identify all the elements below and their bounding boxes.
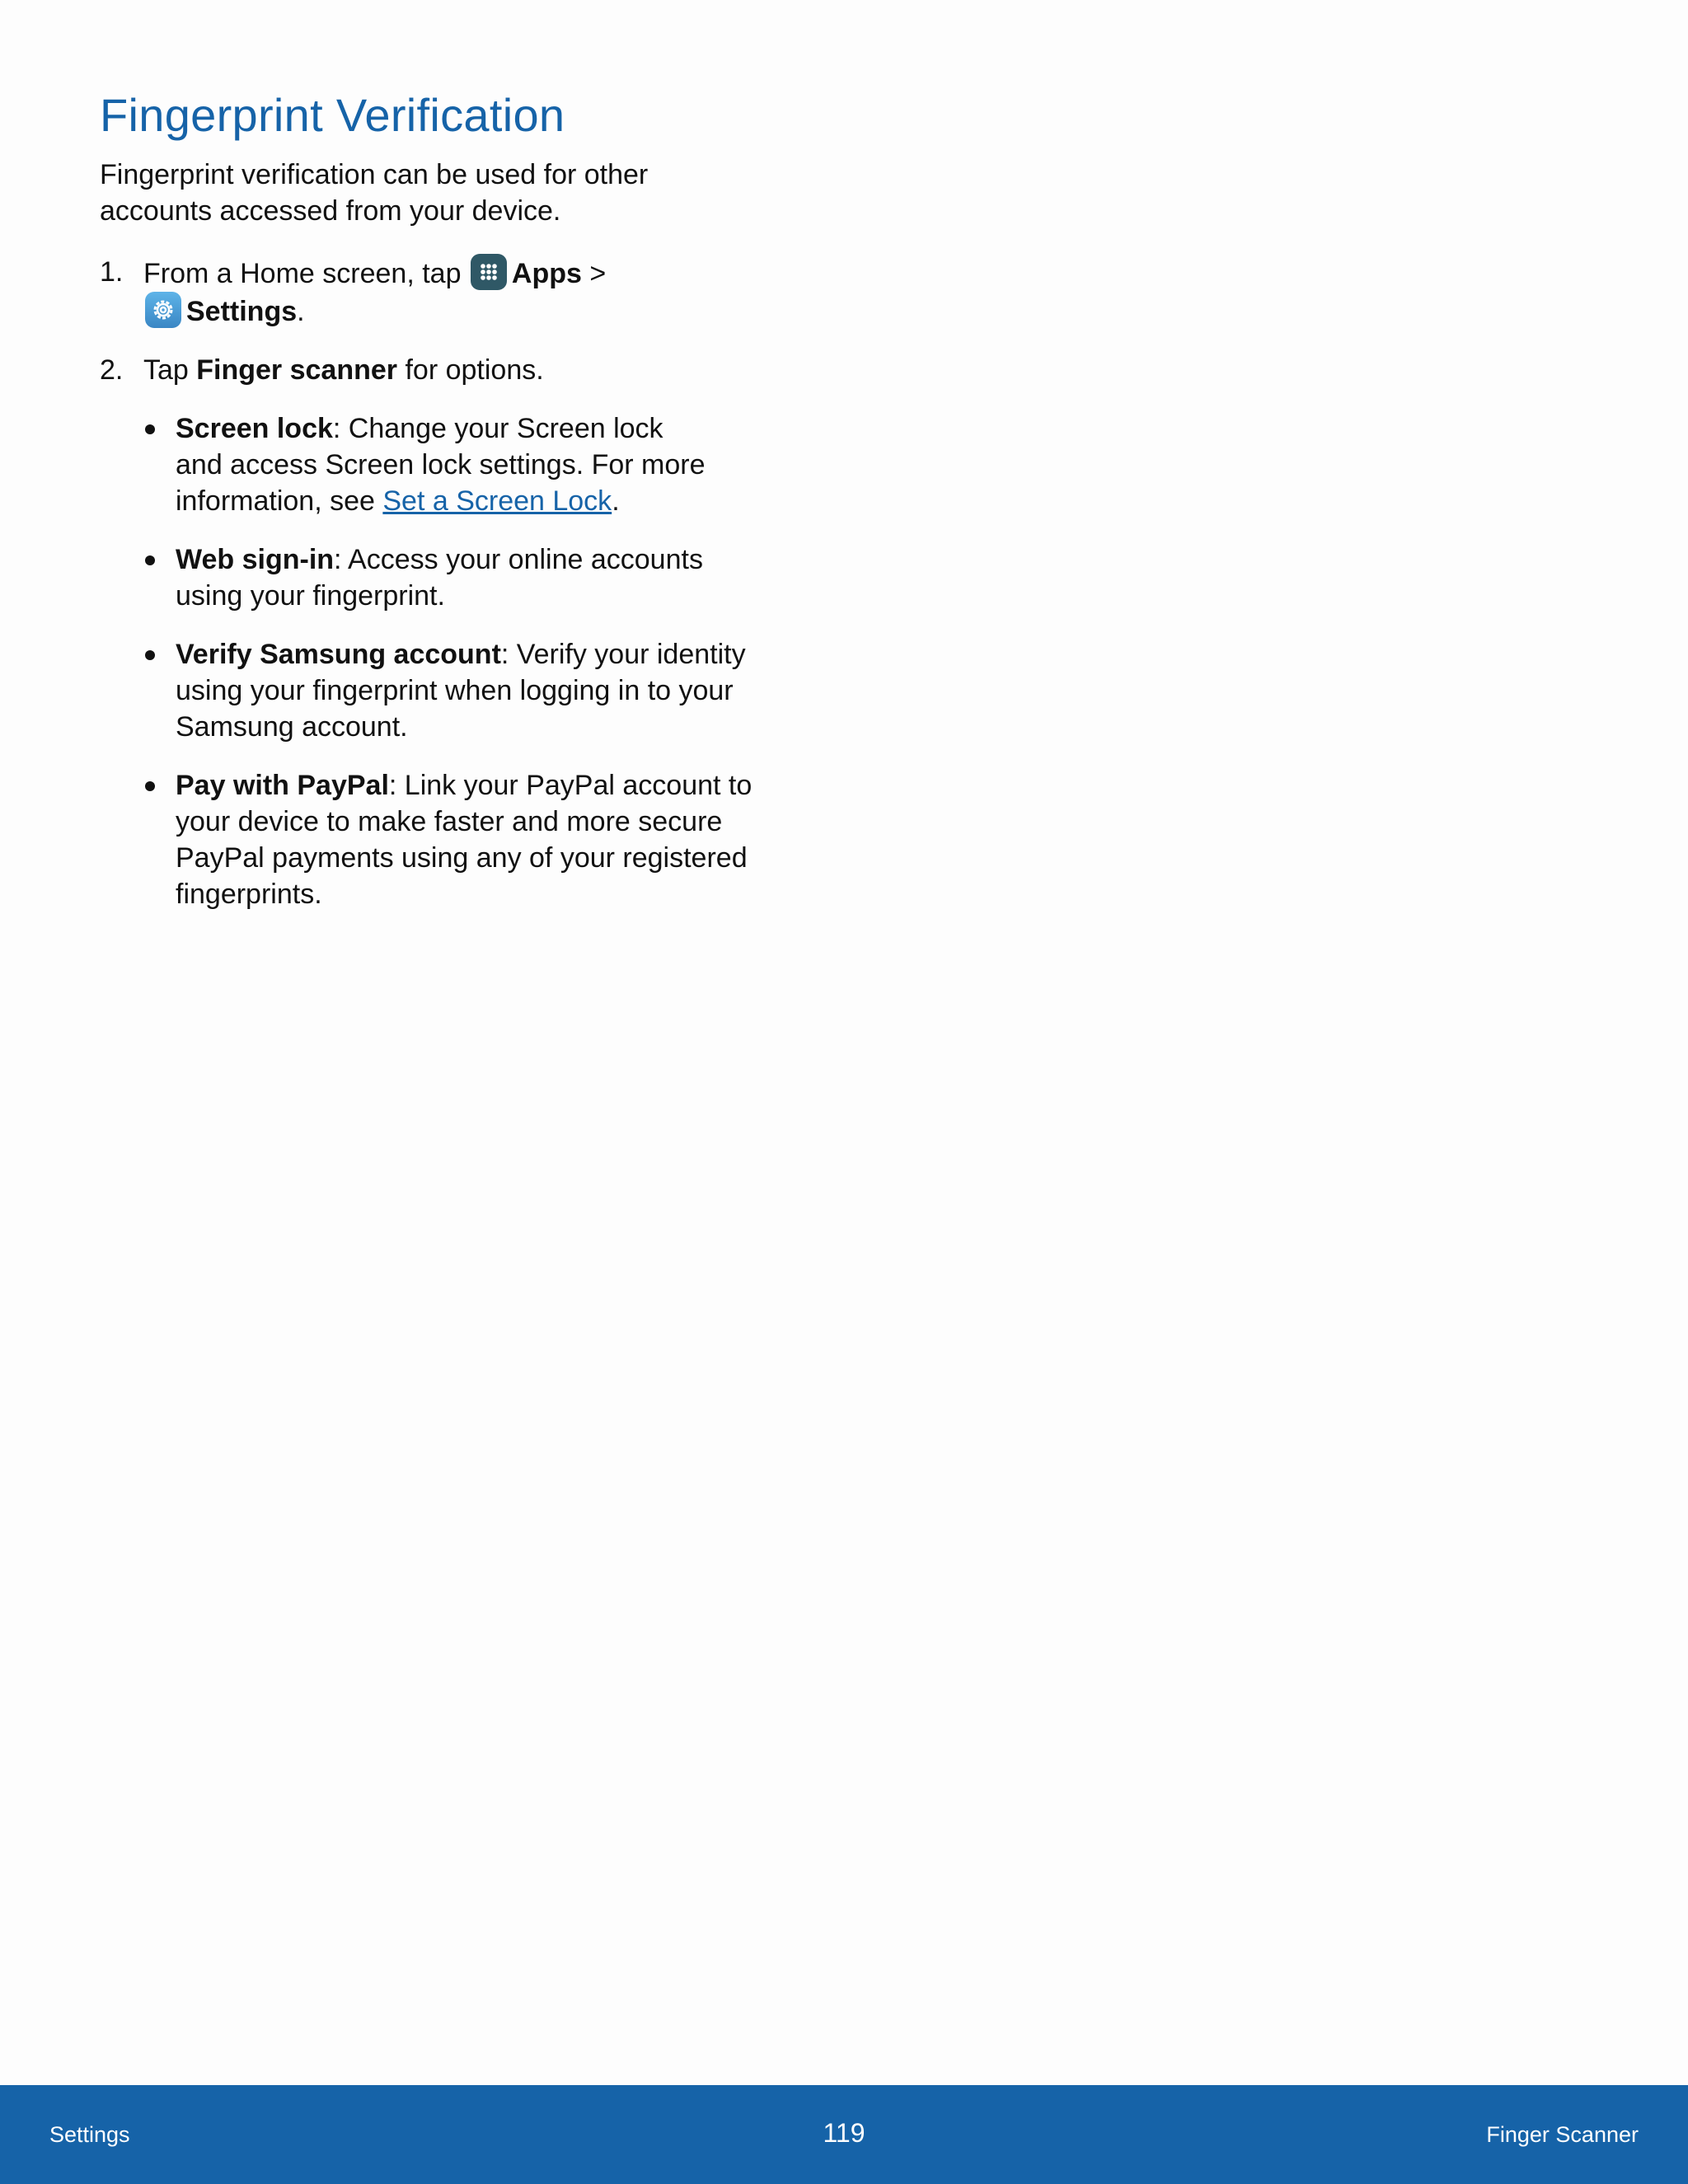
step-text: From a Home screen, tap [143, 258, 469, 289]
option-screen-lock [143, 410, 800, 519]
footer-section-label: Settings [49, 2122, 130, 2147]
option-text: : Change your Screen lock [332, 413, 663, 444]
page-number: 119 [823, 2118, 865, 2148]
option-term: Screen lock [176, 413, 333, 444]
set-screen-lock-link[interactable]: Set a Screen Lock [382, 485, 612, 517]
bullet-dot [145, 781, 155, 791]
option-term: Pay with PayPal [176, 770, 389, 801]
settings-gear-icon [145, 292, 181, 328]
step-2 [100, 352, 800, 912]
intro-paragraph [100, 157, 800, 229]
option-pay-with-paypal [143, 767, 800, 912]
option-text: : Verify your identity [500, 639, 746, 670]
option-text: using your fingerprint when logging in to your [176, 675, 734, 706]
apps-grid-icon [471, 254, 507, 290]
page-footer [0, 2085, 1688, 2184]
finger-scanner-label: Finger scanner [196, 354, 398, 386]
option-web-sign-in [143, 541, 800, 614]
option-term: Web sign-in [176, 544, 335, 575]
intro-line-2: accounts accessed from your device. [100, 195, 561, 227]
page-content [100, 82, 800, 935]
step-text: Tap [143, 354, 197, 386]
option-text: . [612, 485, 620, 517]
option-text: fingerprints. [176, 879, 322, 910]
bullet-dot [145, 424, 155, 434]
option-text: Samsung account. [176, 711, 408, 743]
intro-line-1: Fingerprint verification can be used for other [100, 159, 649, 190]
bullet-dot [145, 650, 155, 660]
page-title: Fingerprint Verification [100, 89, 565, 141]
option-verify-samsung-account [143, 636, 800, 745]
option-text: : Access your online accounts [334, 544, 703, 575]
option-text: information, see [176, 485, 383, 517]
option-text: using your fingerprint. [176, 580, 445, 612]
option-text: your device to make faster and more secure [176, 806, 723, 837]
step-end: . [297, 296, 305, 327]
step-1 [100, 254, 800, 330]
bullet-dot [145, 555, 155, 565]
steps-list [100, 254, 800, 912]
step-text-after: for options. [397, 354, 544, 386]
option-text: and access Screen lock settings. For more [176, 449, 706, 480]
settings-label: Settings [186, 296, 298, 327]
apps-label: Apps [511, 258, 582, 289]
footer-chapter-label: Finger Scanner [1486, 2122, 1639, 2147]
step-number: 1. [100, 256, 124, 288]
option-text: PayPal payments using any of your registered [176, 842, 748, 874]
option-term: Verify Samsung account [176, 639, 501, 670]
option-text: : Link your PayPal account to [388, 770, 753, 801]
step-separator: > [581, 258, 607, 289]
step-number: 2. [100, 354, 124, 386]
options-list [143, 410, 800, 912]
